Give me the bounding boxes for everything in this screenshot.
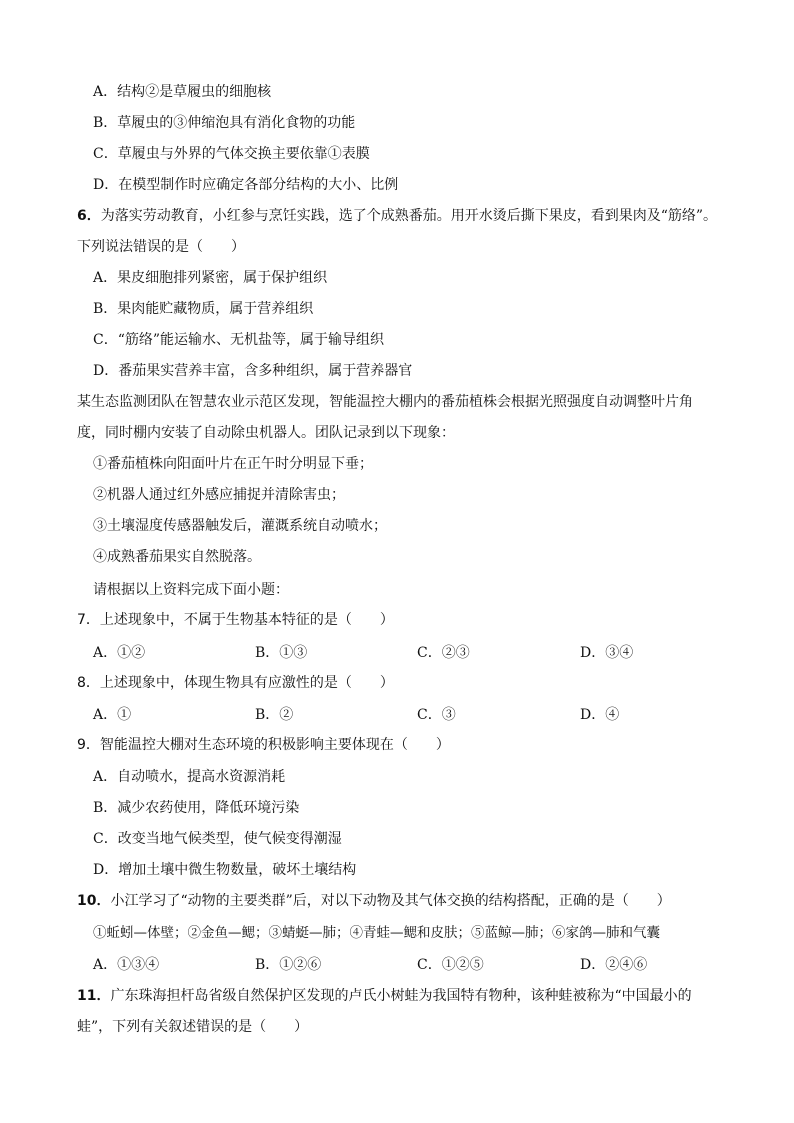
q6-stem-line2: 下列说法错误的是（ ） xyxy=(77,239,245,255)
q6-number: 6． xyxy=(77,208,101,224)
q11-stem-line1 xyxy=(77,986,692,1006)
q6-stem-text: 为落实劳动教育，小红参与烹饪实践，选了个成熟番茄。用开水烫后撕下果皮，看到果肉及“筋络”。 xyxy=(100,208,718,224)
q10-option-d: D．②④⑥ xyxy=(580,957,648,973)
q9-option-d: D．增加土壤中微生物数量，破坏土壤结构 xyxy=(93,862,357,878)
material-item3: ③土壤湿度传感器触发后，灌溉系统自动喷水； xyxy=(93,518,387,534)
q7-option-c: C．②③ xyxy=(417,645,470,661)
material-item4: ④成熟番茄果实自然脱落。 xyxy=(93,549,261,565)
q11-stem-line2: 蛙”，下列有关叙述错误的是（ ） xyxy=(77,1019,309,1035)
q7-stem-text: 上述现象中，不属于生物基本特征的是（ ） xyxy=(99,612,394,628)
q5-option-c: C．草履虫与外界的气体交换主要依靠①表膜 xyxy=(93,146,370,162)
q10-option-a: A．①③④ xyxy=(93,957,160,973)
q9-stem xyxy=(77,735,450,755)
q8-option-c: C．③ xyxy=(417,707,456,723)
q7-option-a: A．①② xyxy=(93,645,146,661)
q8-option-d: D．④ xyxy=(580,707,620,723)
q8-stem-text: 上述现象中，体现生物具有应激性的是（ ） xyxy=(99,675,394,691)
q8-option-b: B．② xyxy=(255,707,294,723)
material-line2: 度，同时棚内安装了自动除虫机器人。团队记录到以下现象： xyxy=(77,425,455,441)
q10-stem xyxy=(77,891,671,911)
q5-option-d: D．在模型制作时应确定各部分结构的大小、比例 xyxy=(93,177,399,193)
material-line1: 某生态监测团队在智慧农业示范区发现，智能温控大棚内的番茄植株会根据光照强度自动调整叶片角 xyxy=(77,394,693,410)
q10-number: 10． xyxy=(77,893,111,909)
q7-number: 7． xyxy=(77,612,100,628)
q6-option-d: D．番茄果实营养丰富，含多种组织，属于营养器官 xyxy=(93,363,413,379)
q7-option-d: D．③④ xyxy=(580,645,634,661)
q8-number: 8． xyxy=(77,675,100,691)
q6-option-a: A．果皮细胞排列紧密，属于保护组织 xyxy=(93,270,328,286)
q10-option-b: B．①②⑥ xyxy=(255,957,322,973)
q6-option-c: C．“筋络”能运输水、无机盐等，属于输导组织 xyxy=(93,332,385,348)
q9-stem-text: 智能温控大棚对生态环境的积极影响主要体现在（ ） xyxy=(99,737,450,753)
q5-option-a: A．结构②是草履虫的细胞核 xyxy=(93,84,272,100)
q9-option-b: B．减少农药使用，降低环境污染 xyxy=(93,800,300,816)
material-item2: ②机器人通过红外感应捕捉并清除害虫； xyxy=(93,487,345,503)
q9-option-c: C．改变当地气候类型，使气候变得潮湿 xyxy=(93,831,342,847)
q8-stem xyxy=(77,673,394,693)
q10-stem-text: 小江学习了“动物的主要类群”后，对以下动物及其气体交换的结构搭配，正确的是（ ） xyxy=(110,893,671,909)
q11-number: 11． xyxy=(77,988,111,1004)
q9-number: 9． xyxy=(77,737,100,753)
q6-stem-line1 xyxy=(77,206,717,226)
q8-option-a: A．① xyxy=(93,707,132,723)
q6-option-b: B．果肉能贮藏物质，属于营养组织 xyxy=(93,301,314,317)
material-item1: ①番茄植株向阳面叶片在正午时分明显下垂； xyxy=(93,456,373,472)
material-instruction: 请根据以上资料完成下面小题： xyxy=(93,582,289,598)
q5-option-b: B．草履虫的③伸缩泡具有消化食物的功能 xyxy=(93,115,356,131)
q7-option-b: B．①③ xyxy=(255,645,308,661)
q11-stem-text: 广东珠海担杆岛省级自然保护区发现的卢氏小树蛙为我国特有物种，该种蛙被称为“中国最小的 xyxy=(110,988,692,1004)
q7-stem xyxy=(77,610,394,630)
q10-items: ①蚯蚓—体壁；②金鱼—鳃；③蜻蜓—肺；④青蛙—鳃和皮肤；⑤蓝鲸—肺；⑥家鸽—肺和气囊 xyxy=(93,925,660,941)
q9-option-a: A．自动喷水，提高水资源消耗 xyxy=(93,769,286,785)
q10-option-c: C．①②⑤ xyxy=(417,957,484,973)
